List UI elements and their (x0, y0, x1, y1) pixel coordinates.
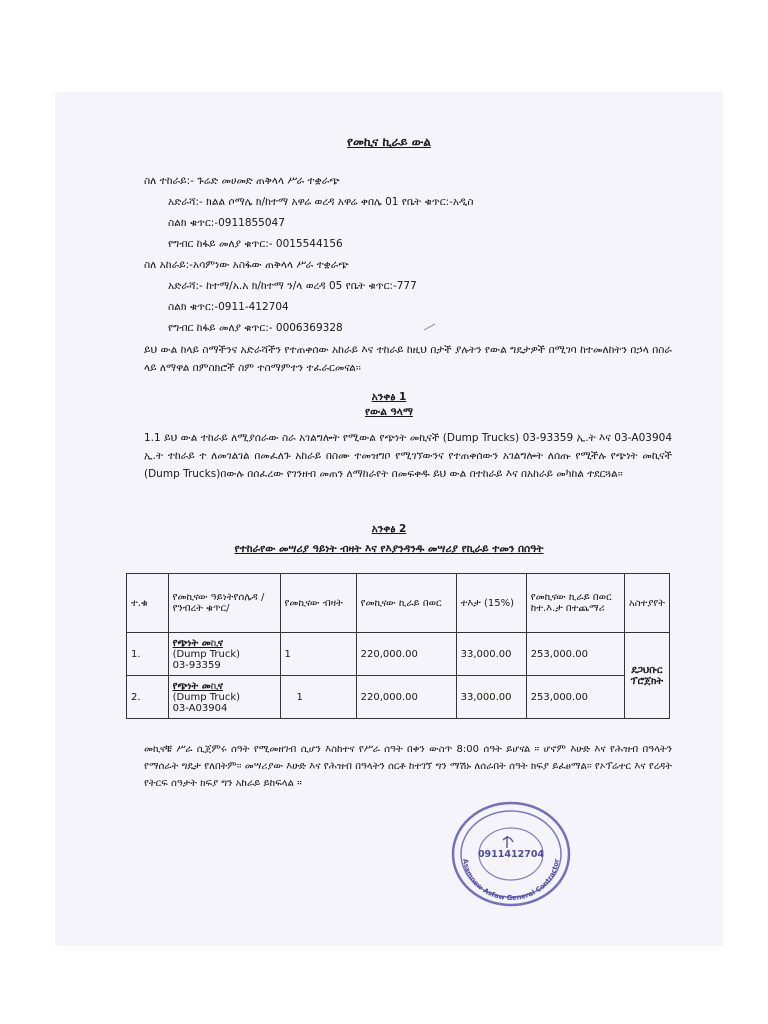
rental-items-table (126, 573, 670, 719)
header-no: ተ.ቁ (127, 574, 169, 633)
header-monthly-rent: የመኪናው ኪራይ በወር (356, 574, 456, 633)
row-vehicle-plate: 03-A03904 (172, 702, 228, 714)
article1-body: 1.1 ይህ ውል ተከራይ ለሚያሰራው ስራ አገልግሎት የሚውል የጭነት መኪናች (Dump Trucks) 03-93359 ኢ.ት እና 03-A03904 ኢ.ት ተከራይ ተ ለመገልገል በመፈለጉ አከራይ በስሙ ተመዝግቦ የሚገኘውንና የተጠቀሰውን አገልግሎት ለሰጡ የሚችሉ የጭነት መኪናች (Dump Trucks)በውሉ በሰፈረው የገንዘብ መጠን ለማከራየት በመፍቀዱ ይህ ውል በተከራይ እና በአከራይ መካከል ተደርጓል፡፡ (144, 432, 672, 480)
row-vehicle-type: የጭነት መኪና (172, 680, 223, 692)
stamp-phone: 0911412704 (477, 849, 545, 860)
stamp-company-name: Asamnew Asfaw General Contractor (461, 858, 561, 903)
lessor-tin-line: የግብር ከፋይ መለያ ቁጥር:- 0015544156 (168, 238, 343, 250)
header-quantity: የመኪናው ብዛት (280, 574, 356, 633)
row-rent: 220,000.00 (356, 676, 456, 719)
header-total: የመኪናው ኪራይ በወር ከተ.እ.ታ በተጨማሪ (526, 574, 624, 633)
row-vat: 33,000.00 (456, 676, 526, 719)
document-title: የመኪና ኪራይ ውል (347, 135, 431, 149)
header-remark: አስተያየት (624, 574, 669, 633)
stamp-signature-icon (503, 836, 513, 848)
article2-number: አንቀፅ 2 (371, 523, 407, 535)
header-vehicle-type: የመኪናው ዓይነትየሰሌዳ /የንብረት ቁጥር/ (168, 574, 280, 633)
row-total: 253,000.00 (526, 676, 624, 719)
row-remark (624, 633, 669, 719)
document-page (56, 93, 722, 945)
article1-title: የውል ዓላማ (365, 406, 413, 418)
lessee-address-line: አድራሻ:- ከተማ/አ.አ ክ/ከተማ ን/ላ ወረዳ 05 የቤት ቁጥር:-777 (168, 280, 417, 292)
lessee-tin-line: የግብር ከፋይ መለያ ቁጥር:- 0006369328 (168, 322, 343, 334)
lessee-phone-line: ስልክ ቁጥር:-0911-412704 (168, 301, 289, 313)
lessor-address-line: አድራሻ:- ክልል ሶማሌ ክ/ከተማ አዋሬ ወረዳ አዋሬ ቀበሌ 01 የቤት ቁጥር:-አዲስ (168, 196, 474, 208)
table-header-row (127, 574, 670, 633)
header-vat: ተእታ (15%) (456, 574, 526, 633)
row-vehicle (168, 676, 280, 719)
article2-title: የተከራየው መሣሪያ ዓይነት ብዛት እና የእያንዳንዱ መሣሪያ የኪራይ ተመን በሰዓት (234, 543, 544, 555)
intro-paragraph: ይህ ውል ከላይ ስማችንና አድራሻችን የተጠቀሰው አከራይ እና ተከራይ ከዚህ በታች ያሉትን የውል ግዴታዎች በሚገባ ከተመለከትን በኃላ በስራ ላይ ለማዋል በምስክሮች ስም ተስማምተን ተፈራርመናል፡፡ (144, 344, 672, 374)
row-quantity: 1 (280, 633, 356, 676)
article1-number: አንቀፅ 1 (371, 391, 407, 403)
pen-mark-icon (423, 323, 437, 331)
closing-paragraph: መኪናቹ ሥራ ሲጀምሩ ሰዓት የሚመዘገብ ሲሆን እስከተና የሥራ ሰዓት በቀን ውስጥ 8:00 ሰዓት ይሆናል ። ሆኖም እሁድ እና የሕዝብ በዓላትን የማሰራት ግዴታ የለበትም፡፡ መሣሪያው እሁድ እና የሕዝብ በዓላትን ሰርቶ ከተገኘ ግን ማሽኑ ለሰራበት ሰዓት ክፍያ ይፈፀማል፡፡ የኦፕሬተር እና የረዳት የትርፍ ሰዓታት ክፍያ ግን አከራይ ይከፍላል ። (144, 744, 672, 789)
row-vehicle-model: (Dump Truck) (172, 648, 241, 660)
row-vehicle-plate: 03-93359 (172, 659, 221, 671)
table-row (127, 633, 670, 676)
table-row (127, 676, 670, 719)
row-total: 253,000.00 (526, 633, 624, 676)
row-vehicle (168, 633, 280, 676)
lessor-name-line: ስለ ተከራይ:- ጉሬድ መሀመድ ጠቅላላ ሥራ ተቋራጭ (144, 175, 340, 187)
row-number: 2. (127, 676, 169, 719)
row-rent: 220,000.00 (356, 633, 456, 676)
row-vat: 33,000.00 (456, 633, 526, 676)
lessor-phone-line: ስልክ ቁጥር:-0911855047 (168, 217, 285, 229)
lessee-name-line: ስለ አከራይ:-አሳምነው አስፋው ጠቅላላ ሥራ ተቋራጭ (144, 259, 349, 271)
row-quantity: 1 (280, 676, 356, 719)
remark-line2: ፕሮጀክት (630, 675, 664, 687)
remark-line1: ደጋህቡር (631, 664, 663, 676)
row-number: 1. (127, 633, 169, 676)
row-vehicle-type: የጭነት መኪና (172, 637, 223, 649)
company-stamp-seal (449, 800, 573, 908)
row-vehicle-model: (Dump Truck) (172, 691, 241, 703)
